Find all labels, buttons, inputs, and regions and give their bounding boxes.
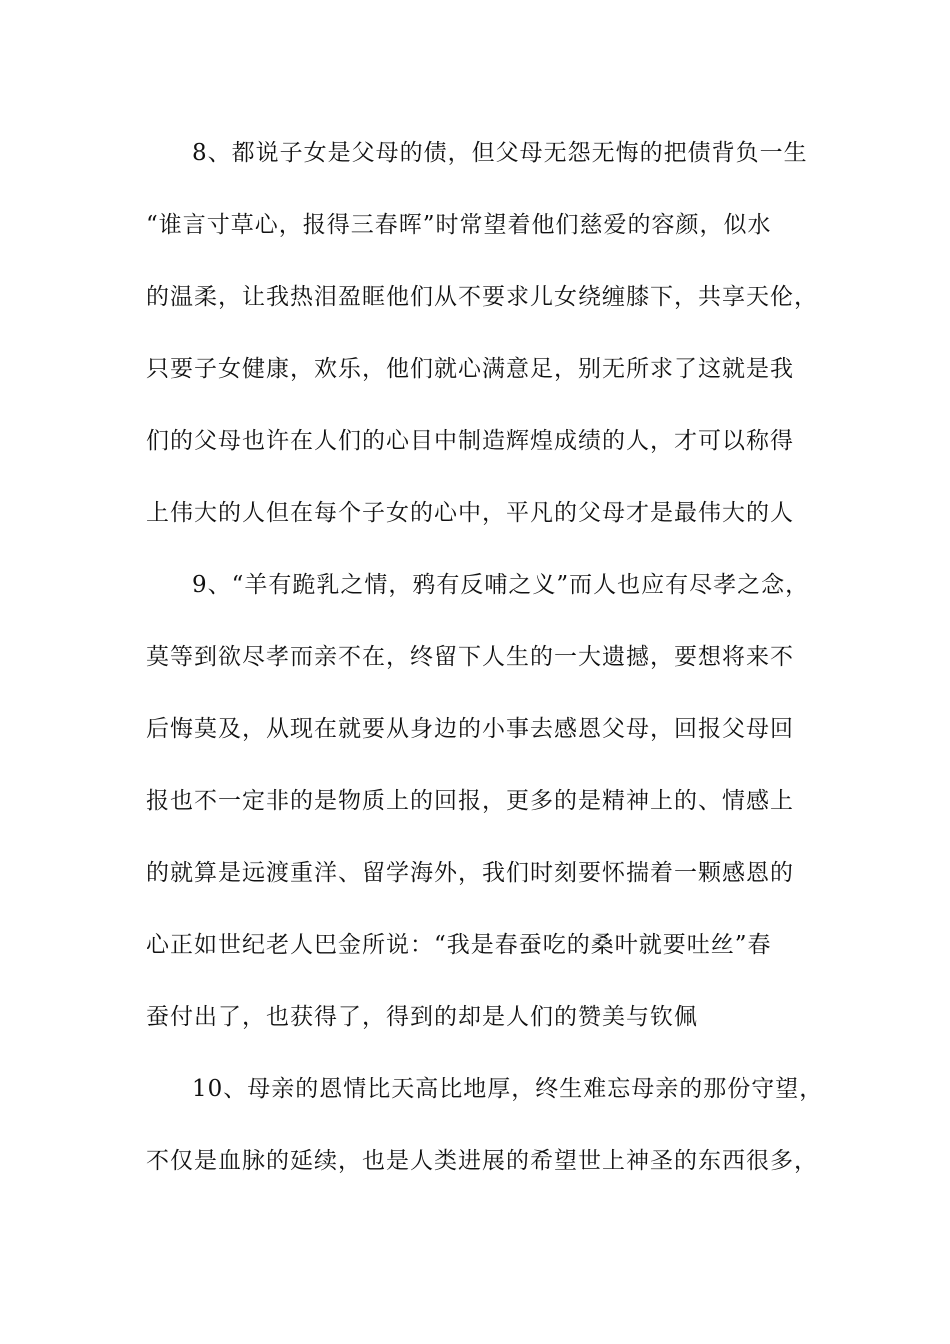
paragraph-9-line-5: 的就算是远渡重洋、留学海外，我们时刻要怀揣着一颗感恩的 <box>146 860 794 886</box>
paragraph-9-line-7: 蚕付出了，也获得了，得到的却是人们的赞美与钦佩 <box>146 1004 698 1030</box>
paragraph-8-line-1: 8、都说子女是父母的债，但父母无怨无悔的把债背负一生 <box>192 140 808 166</box>
paragraph-8-line-4: 只要子女健康，欢乐，他们就心满意足，别无所求了这就是我 <box>146 356 794 382</box>
paragraph-9-line-2: 莫等到欲尽孝而亲不在，终留下人生的一大遗撼，要想将来不 <box>146 644 794 670</box>
paragraph-9-line-1: 9、“羊有跪乳之情，鸦有反哺之义”而人也应有尽孝之念， <box>192 572 810 598</box>
paragraph-9-line-3: 后悔莫及，从现在就要从身边的小事去感恩父母，回报父母回 <box>146 716 794 742</box>
paragraph-9-line-6: 心正如世纪老人巴金所说：“我是春蚕吃的桑叶就要吐丝”春 <box>146 932 772 958</box>
paragraph-9-line-4: 报也不一定非的是物质上的回报，更多的是精神上的、情感上 <box>146 788 794 814</box>
paragraph-8-line-6: 上伟大的人但在每个子女的心中，平凡的父母才是最伟大的人 <box>146 500 794 526</box>
paragraph-8-line-3: 的温柔，让我热泪盈眶他们从不要求儿女绕缠膝下，共享天伦， <box>146 284 818 310</box>
paragraph-10-line-2: 不仅是血脉的延续，也是人类进展的希望世上神圣的东西很多， <box>146 1148 818 1174</box>
paragraph-8-line-2: “谁言寸草心，报得三春晖”时常望着他们慈爱的容颜，似水 <box>146 212 772 238</box>
paragraph-8-line-5: 们的父母也许在人们的心目中制造辉煌成绩的人，才可以称得 <box>146 428 794 454</box>
paragraph-10-line-1: 10、母亲的恩情比天高比地厚，终生难忘母亲的那份守望， <box>192 1076 824 1102</box>
